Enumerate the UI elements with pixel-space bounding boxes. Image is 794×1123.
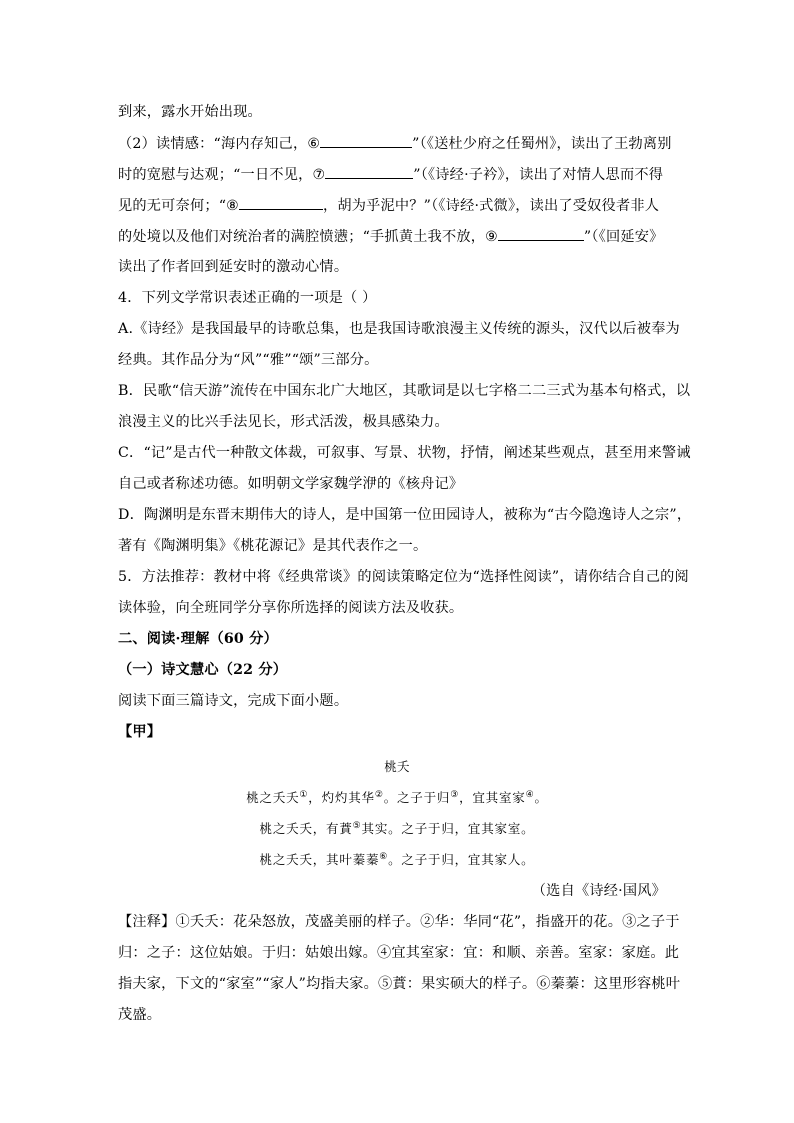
question-3-2-line-1: （2）读情感：“海内存知己，⑥ ”（《送杜少府之任蜀州》，读出了王勃离别 bbox=[118, 133, 678, 154]
blank-marker: ⑥ bbox=[307, 136, 321, 152]
poem-title: 桃夭 bbox=[384, 759, 410, 774]
poem-line-3: 桃之夭夭，其叶蓁蓁⑥。之子于归，宜其家人。 bbox=[259, 851, 535, 867]
blank-marker: ⑦ bbox=[312, 167, 326, 183]
option-a-line-2: 经典。其作品分为“风”“雅”“颂”三部分。 bbox=[118, 352, 379, 368]
blank-marker: ⑧ bbox=[226, 198, 239, 214]
notes-line-2: 归：之子：这位姑娘。于归：姑娘出嫁。④宜其室家：宜：和顺、亲善。室家：家庭。此 bbox=[118, 945, 680, 961]
option-c-line-1[interactable]: C．“记”是古代一种散文体裁，可叙事、写景、状物，抒情，阐述某些观点，甚至用来警诫 bbox=[118, 445, 691, 461]
blank-marker: ⑨ bbox=[485, 229, 498, 245]
question-3-2-line-2: 时的宽慰与达观；“一日不见，⑦ ”（《诗经·子衿》，读出了对情人思而不得 bbox=[118, 164, 678, 185]
poem-line-2: 桃之夭夭，有蕡⑤其实。之子于归，宜其家室。 bbox=[259, 820, 535, 836]
footnote-marker: ① bbox=[299, 789, 309, 800]
footnote-marker: ③ bbox=[450, 789, 460, 800]
question-3-2-line-3: 见的无可奈何；“⑧ ，胡为乎泥中？”（《诗经·式微》，读出了受奴役者非人 bbox=[118, 195, 678, 216]
poem-source: （选自《诗经·国风》 bbox=[531, 883, 666, 899]
question-3-2-line-4: 的处境以及他们对统治者的满腔愤懑；“手抓黄土我不放，⑨ ”（《回延安》 bbox=[118, 226, 678, 247]
footnote-marker: ⑥ bbox=[379, 851, 389, 862]
option-b-line-1[interactable]: B．民歌“信天游”流传在中国东北广大地区，其歌词是以七字格二二三式为基本句格式，以 bbox=[118, 383, 691, 399]
notes-line-4: 茂盛。 bbox=[118, 1007, 162, 1023]
footnote-marker: ④ bbox=[525, 789, 535, 800]
fill-blank-6[interactable] bbox=[320, 133, 412, 148]
option-d-line-2: 著有《陶渊明集》《桃花源记》是其代表作之一。 bbox=[118, 538, 428, 554]
notes-line-1: 【注释】①夭夭：花朵怒放，茂盛美丽的样子。②华：华同“花”，指盛开的花。③之子于 bbox=[118, 914, 680, 930]
sub-heading: （一）诗文慧心（22 分） bbox=[118, 662, 288, 678]
question-5-line-1: 5．方法推荐：教材中将《经典常谈》的阅读策略定位为“选择性阅读”，请你结合自己的阅 bbox=[118, 569, 689, 585]
fill-blank-8[interactable] bbox=[239, 195, 323, 210]
option-d-line-1[interactable]: D．陶渊明是东晋末期伟大的诗人，是中国第一位田园诗人，被称为“古今隐逸诗人之宗”， bbox=[118, 507, 692, 523]
option-b-line-2: 浪漫主义的比兴手法见长，形式活泼，极具感染力。 bbox=[118, 414, 449, 430]
footnote-marker: ② bbox=[374, 789, 384, 800]
passage-label-jia: 【甲】 bbox=[118, 724, 162, 740]
question-3-2-line-5: 读出了作者回到延安时的激动心情。 bbox=[118, 259, 349, 275]
instruction: 阅读下面三篇诗文，完成下面小题。 bbox=[118, 693, 349, 709]
section-heading: 二、阅读·理解（60 分） bbox=[118, 631, 278, 647]
poem-line-1: 桃之夭夭①，灼灼其华②。之子于归③，宜其室家④。 bbox=[246, 789, 548, 805]
option-a-line-1[interactable]: A.《诗经》是我国最早的诗歌总集，也是我国诗歌浪漫主义传统的源头，汉代以后被奉为 bbox=[118, 321, 680, 337]
notes-line-3: 指夫家，下文的“家室”“家人”均指夫家。⑤蕡：果实硕大的样子。⑥蓁蓁：这里形容桃叶 bbox=[118, 976, 681, 992]
fill-blank-7[interactable] bbox=[325, 164, 413, 179]
question-4-stem: 4．下列文学常识表述正确的一项是（ ） bbox=[118, 290, 377, 306]
option-c-line-2: 自己或者称述功德。如明朝文学家魏学洢的《核舟记》 bbox=[118, 476, 464, 492]
question-5-line-2: 读体验，向全班同学分享你所选择的阅读方法及收获。 bbox=[118, 600, 464, 616]
fill-blank-9[interactable] bbox=[498, 226, 584, 241]
footnote-marker: ⑤ bbox=[352, 820, 362, 831]
text-line: 到来，露水开始出现。 bbox=[118, 104, 262, 120]
